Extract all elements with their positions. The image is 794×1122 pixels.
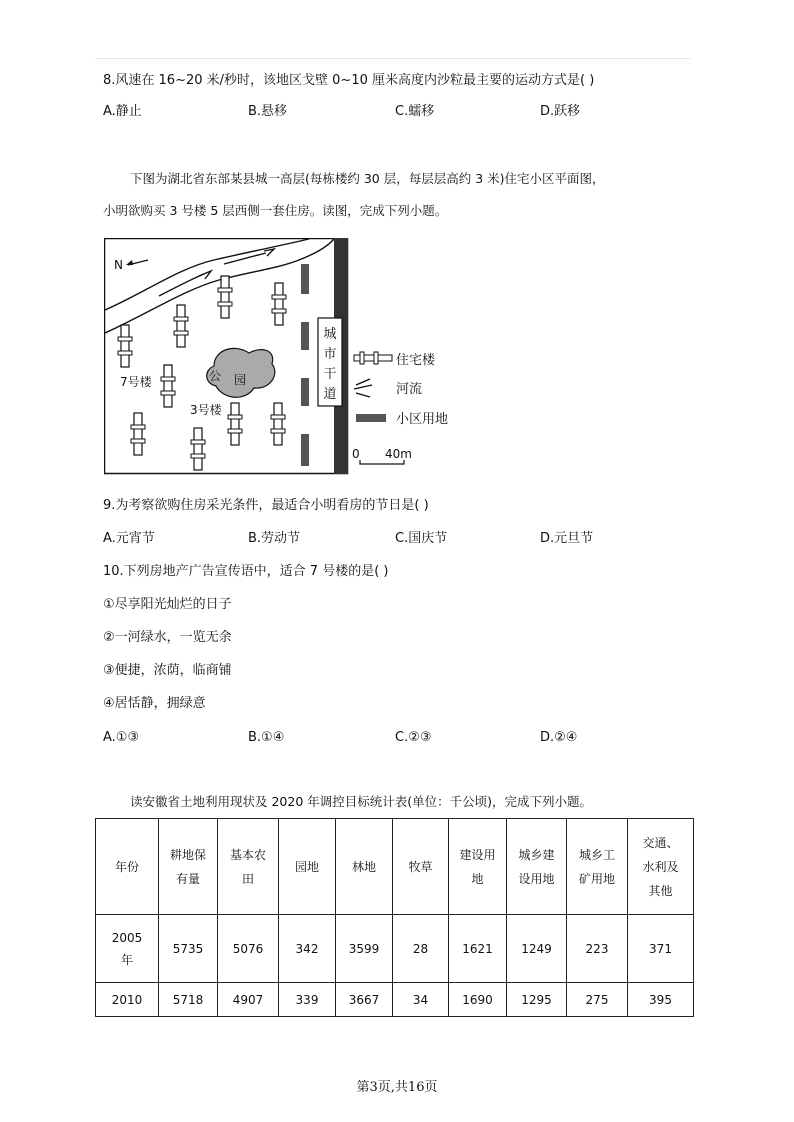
table-cell: 275	[567, 983, 628, 1017]
table-cell: 1295	[507, 983, 567, 1017]
legend	[352, 352, 448, 464]
page-footer: 第3页,共16页	[356, 1080, 438, 1095]
q10-option-b[interactable]: B.①④	[248, 730, 285, 745]
scale-zero: 0	[352, 447, 360, 461]
q8-stem: 8.风速在 16~20 米/秒时，该地区戈壁 0~10 厘米高度内沙粒最主要的运动方式是( )	[103, 73, 595, 88]
header-industrial-mining: 城乡工 矿用地	[567, 819, 628, 915]
table-cell: 34	[393, 983, 449, 1017]
legend-land-label: 小区用地	[396, 412, 449, 427]
table-cell: 342	[279, 915, 336, 983]
scale-distance: 40m	[385, 447, 412, 461]
q8-option-d[interactable]: D.跃移	[540, 104, 581, 119]
road-char-2: 市	[323, 347, 337, 362]
q10-option-a[interactable]: A.①③	[103, 730, 140, 745]
table-cell: 395	[628, 983, 694, 1017]
building-3-label: 3号楼	[190, 403, 222, 417]
table-cell: 3667	[336, 983, 393, 1017]
legend-river-icon	[354, 379, 372, 397]
header-transport-water: 交通、 水利及 其他	[628, 819, 694, 915]
top-rule	[95, 58, 690, 59]
table-cell: 223	[567, 915, 628, 983]
intro1-line1: 下图为湖北省东部某县城一高层(每栋楼约 30 层，每层层高约 3 米)住宅小区平面图，	[130, 171, 605, 186]
q10-item-4: ④居恬静，拥绿意	[103, 696, 206, 711]
table-cell: 1690	[449, 983, 507, 1017]
row-year: 2010	[96, 983, 159, 1017]
q9-option-c[interactable]: C.国庆节	[395, 531, 448, 546]
table-cell: 339	[279, 983, 336, 1017]
q10-item-2: ②一河绿水，一览无余	[103, 630, 232, 645]
q9-option-d[interactable]: D.元旦节	[540, 531, 594, 546]
q9-option-a[interactable]: A.元宵节	[103, 531, 155, 546]
table-cell: 5735	[159, 915, 218, 983]
q9-stem: 9.为考察欲购住房采光条件，最适合小明看房的节日是( )	[103, 498, 429, 513]
q10-option-c[interactable]: C.②③	[395, 730, 432, 745]
header-year: 年份	[96, 819, 159, 915]
header-garden: 园地	[279, 819, 336, 915]
road-char-1: 城	[323, 327, 337, 342]
q10-item-1: ①尽享阳光灿烂的日子	[103, 597, 232, 612]
q8-option-b[interactable]: B.悬移	[248, 104, 288, 119]
intro2: 读安徽省土地利用现状及 2020 年调控目标统计表(单位：千公顷)，完成下列小题。	[130, 794, 593, 809]
table-row	[96, 915, 694, 983]
legend-river-label: 河流	[396, 382, 423, 397]
road-char-3: 干	[323, 367, 337, 382]
road-char-4: 道	[323, 387, 337, 402]
header-basic-farmland: 基本农 田	[218, 819, 279, 915]
table-cell: 3599	[336, 915, 393, 983]
header-cultivated: 耕地保 有量	[159, 819, 218, 915]
table-cell: 5718	[159, 983, 218, 1017]
q10-option-d[interactable]: D.②④	[540, 730, 578, 745]
table-cell: 4907	[218, 983, 279, 1017]
table-cell: 28	[393, 915, 449, 983]
table-cell: 1621	[449, 915, 507, 983]
land-use-table	[95, 818, 694, 1017]
table-cell: 371	[628, 915, 694, 983]
q8-option-c[interactable]: C.蠕移	[395, 104, 435, 119]
header-urban-rural-construction: 城乡建 设用地	[507, 819, 567, 915]
table-header-row	[96, 819, 694, 915]
intro1-line2: 小明欲购买 3 号楼 5 层西侧一套住房。读图，完成下列小题。	[103, 203, 448, 218]
residential-area-map	[104, 238, 454, 478]
header-forest: 林地	[336, 819, 393, 915]
header-pasture: 牧草	[393, 819, 449, 915]
table-row	[96, 983, 694, 1017]
legend-residential-label: 住宅楼	[396, 353, 436, 368]
q8-option-a[interactable]: A.静止	[103, 104, 142, 119]
park-char-2: 园	[234, 373, 247, 387]
q9-option-b[interactable]: B.劳动节	[248, 531, 301, 546]
q10-item-3: ③便捷，浓荫，临商铺	[103, 663, 232, 678]
legend-land-icon	[356, 414, 386, 422]
row-year: 2005 年	[96, 915, 159, 983]
q10-stem: 10.下列房地产广告宣传语中，适合 7 号楼的是( )	[103, 564, 389, 579]
header-construction: 建设用 地	[449, 819, 507, 915]
table-cell: 5076	[218, 915, 279, 983]
building-7-label: 7号楼	[120, 375, 152, 389]
table-cell: 1249	[507, 915, 567, 983]
north-label: N	[114, 258, 123, 272]
park-char-1: 公	[209, 369, 222, 383]
